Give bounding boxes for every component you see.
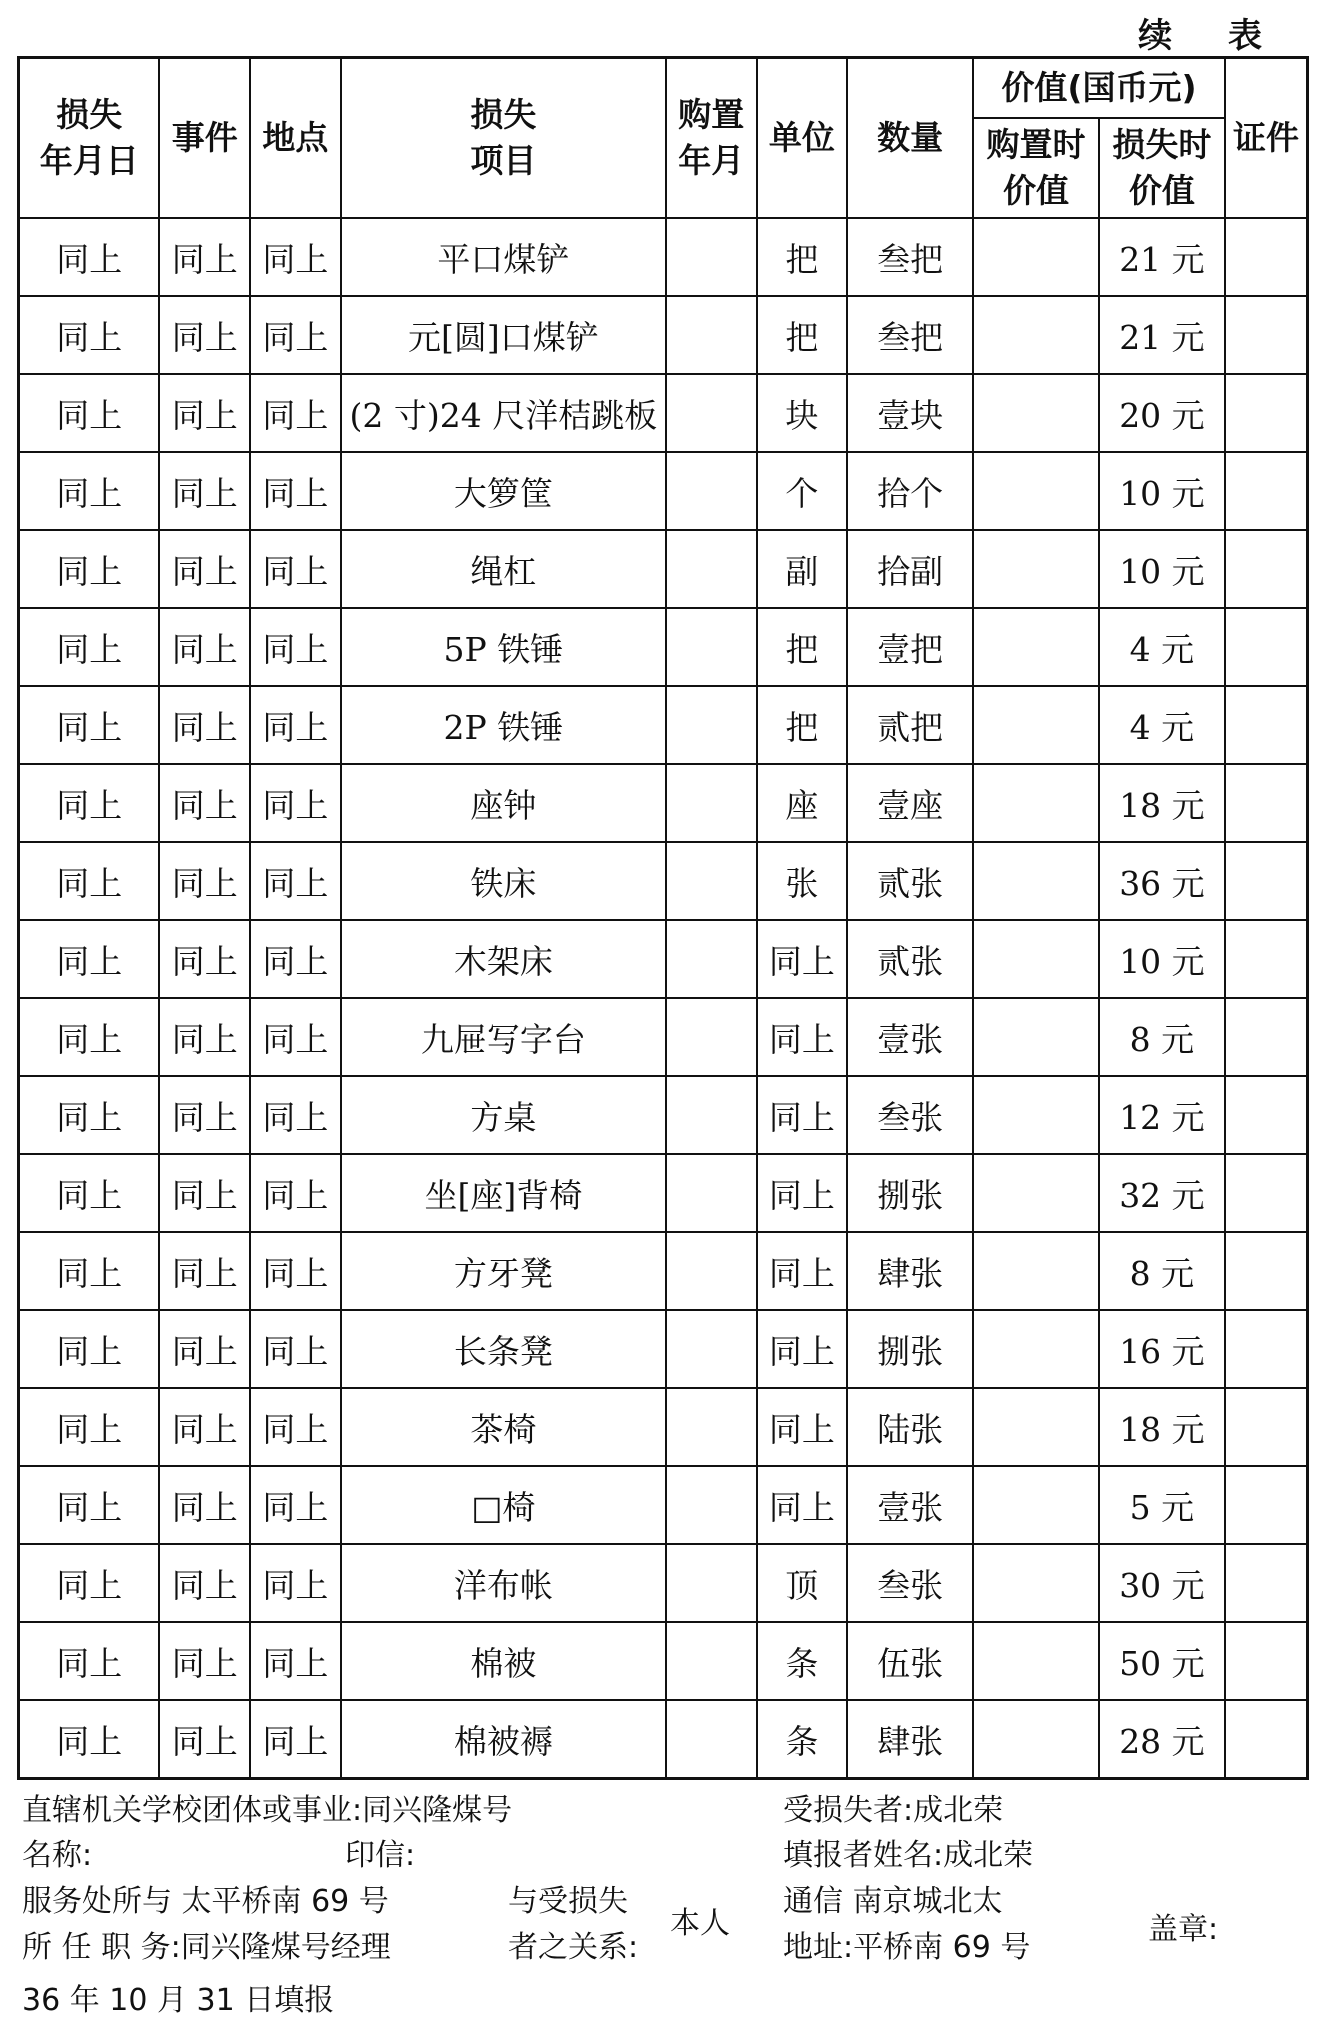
value-at-purchase-cell [973,1544,1099,1622]
certificate-cell [1225,296,1308,374]
event-cell: 同上 [159,296,250,374]
value-at-purchase-cell [973,1232,1099,1310]
value-at-purchase-cell [973,920,1099,998]
item-cell: 绳杠 [341,530,666,608]
footer-reporter: 填报者姓名:成北荣 [783,1838,1034,1873]
purchase-date-cell [666,452,757,530]
item-cell: 铁床 [341,842,666,920]
purchase-date-cell [666,1076,757,1154]
purchase-date-cell [666,1232,757,1310]
item-cell: 大箩筐 [341,452,666,530]
value-at-loss-cell: 10 元 [1099,530,1225,608]
quantity-cell: 捌张 [847,1310,973,1388]
unit-cell: 条 [757,1700,848,1779]
date-cell: 同上 [19,530,160,608]
footer-date: 36 年 10 月 31 日填报 [22,1983,335,2018]
quantity-cell: 贰张 [847,920,973,998]
event-cell: 同上 [159,218,250,296]
value-at-purchase-cell [973,1700,1099,1779]
date-cell: 同上 [19,218,160,296]
event-cell: 同上 [159,530,250,608]
certificate-cell [1225,686,1308,764]
quantity-cell: 壹把 [847,608,973,686]
certificate-cell [1225,1544,1308,1622]
table-row [19,1076,1308,1154]
table-row [19,1700,1308,1779]
unit-cell: 同上 [757,998,848,1076]
item-cell: 5P 铁锤 [341,608,666,686]
value-at-loss-cell: 21 元 [1099,296,1225,374]
unit-cell: 座 [757,764,848,842]
item-cell: □椅 [341,1466,666,1544]
header-value-at-purchase: 购置时 价值 [973,118,1099,218]
table-row [19,764,1308,842]
purchase-date-cell [666,296,757,374]
value-at-loss-cell: 18 元 [1099,1388,1225,1466]
certificate-cell [1225,920,1308,998]
footer-stamp: 盖章: [1148,1912,1219,1947]
certificate-cell [1225,608,1308,686]
unit-cell: 同上 [757,1388,848,1466]
value-at-loss-cell: 28 元 [1099,1700,1225,1779]
value-at-loss-cell: 10 元 [1099,920,1225,998]
header-loss-item: 损失 项目 [341,58,666,219]
quantity-cell: 陆张 [847,1388,973,1466]
date-cell: 同上 [19,1388,160,1466]
value-at-loss-cell: 4 元 [1099,686,1225,764]
event-cell: 同上 [159,1622,250,1700]
event-cell: 同上 [159,764,250,842]
item-cell: 平口煤铲 [341,218,666,296]
purchase-date-cell [666,1388,757,1466]
purchase-date-cell [666,686,757,764]
table-row [19,1154,1308,1232]
header-unit: 单位 [757,58,848,219]
event-cell: 同上 [159,1310,250,1388]
table-row [19,1622,1308,1700]
value-at-loss-cell: 30 元 [1099,1544,1225,1622]
date-cell: 同上 [19,998,160,1076]
table-row [19,920,1308,998]
certificate-cell [1225,1076,1308,1154]
event-cell: 同上 [159,1466,250,1544]
purchase-date-cell [666,1544,757,1622]
table-row [19,1310,1308,1388]
table-row [19,1388,1308,1466]
table-row [19,686,1308,764]
place-cell: 同上 [250,608,341,686]
event-cell: 同上 [159,1700,250,1779]
footer-org-name: 名称: [22,1838,93,1873]
event-cell: 同上 [159,920,250,998]
quantity-cell: 拾个 [847,452,973,530]
date-cell: 同上 [19,1232,160,1310]
unit-cell: 顶 [757,1544,848,1622]
table-row [19,842,1308,920]
unit-cell: 同上 [757,1076,848,1154]
quantity-cell: 肆张 [847,1232,973,1310]
place-cell: 同上 [250,1544,341,1622]
item-cell: 座钟 [341,764,666,842]
certificate-cell [1225,1232,1308,1310]
event-cell: 同上 [159,1154,250,1232]
place-cell: 同上 [250,296,341,374]
footer-address-2: 地址:平桥南 69 号 [783,1930,1031,1965]
footer-position: 所 任 职 务:同兴隆煤号经理 [22,1930,391,1965]
unit-cell: 块 [757,374,848,452]
purchase-date-cell [666,530,757,608]
purchase-date-cell [666,608,757,686]
event-cell: 同上 [159,1076,250,1154]
event-cell: 同上 [159,1388,250,1466]
quantity-cell: 叁把 [847,296,973,374]
item-cell: 方桌 [341,1076,666,1154]
place-cell: 同上 [250,1310,341,1388]
date-cell: 同上 [19,1700,160,1779]
certificate-cell [1225,452,1308,530]
unit-cell: 个 [757,452,848,530]
quantity-cell: 壹座 [847,764,973,842]
place-cell: 同上 [250,530,341,608]
place-cell: 同上 [250,452,341,530]
item-cell: 方牙凳 [341,1232,666,1310]
event-cell: 同上 [159,686,250,764]
footer-address-1: 通信 南京城北太 [783,1884,1003,1919]
date-cell: 同上 [19,374,160,452]
purchase-date-cell [666,1466,757,1544]
header-loss-date: 损失 年月日 [19,58,160,219]
certificate-cell [1225,530,1308,608]
value-at-purchase-cell [973,530,1099,608]
date-cell: 同上 [19,1310,160,1388]
quantity-cell: 贰张 [847,842,973,920]
unit-cell: 张 [757,842,848,920]
quantity-cell: 壹张 [847,998,973,1076]
purchase-date-cell [666,920,757,998]
value-at-loss-cell: 20 元 [1099,374,1225,452]
table-row [19,608,1308,686]
quantity-cell: 贰把 [847,686,973,764]
certificate-cell [1225,1154,1308,1232]
certificate-cell [1225,1388,1308,1466]
value-at-purchase-cell [973,764,1099,842]
unit-cell: 把 [757,686,848,764]
place-cell: 同上 [250,374,341,452]
value-at-purchase-cell [973,374,1099,452]
place-cell: 同上 [250,998,341,1076]
value-at-purchase-cell [973,1154,1099,1232]
header-quantity: 数量 [847,58,973,219]
value-at-loss-cell: 5 元 [1099,1466,1225,1544]
value-at-loss-cell: 21 元 [1099,218,1225,296]
date-cell: 同上 [19,1544,160,1622]
event-cell: 同上 [159,998,250,1076]
item-cell: 坐[座]背椅 [341,1154,666,1232]
quantity-cell: 壹块 [847,374,973,452]
place-cell: 同上 [250,1076,341,1154]
certificate-cell [1225,1622,1308,1700]
date-cell: 同上 [19,686,160,764]
event-cell: 同上 [159,1232,250,1310]
value-at-purchase-cell [973,686,1099,764]
quantity-cell: 捌张 [847,1154,973,1232]
date-cell: 同上 [19,608,160,686]
footer-service: 服务处所与 太平桥南 69 号 [22,1884,389,1919]
place-cell: 同上 [250,1232,341,1310]
value-at-loss-cell: 18 元 [1099,764,1225,842]
footer-org: 直辖机关学校团体或事业:同兴隆煤号 [22,1793,513,1828]
event-cell: 同上 [159,608,250,686]
value-at-loss-cell: 8 元 [1099,1232,1225,1310]
purchase-date-cell [666,374,757,452]
table-row [19,218,1308,296]
certificate-cell [1225,1466,1308,1544]
quantity-cell: 肆张 [847,1700,973,1779]
item-cell: 长条凳 [341,1310,666,1388]
date-cell: 同上 [19,1466,160,1544]
unit-cell: 条 [757,1622,848,1700]
purchase-date-cell [666,1622,757,1700]
value-at-loss-cell: 36 元 [1099,842,1225,920]
place-cell: 同上 [250,1388,341,1466]
value-at-loss-cell: 12 元 [1099,1076,1225,1154]
table-row [19,296,1308,374]
date-cell: 同上 [19,1154,160,1232]
unit-cell: 把 [757,296,848,374]
item-cell: 2P 铁锤 [341,686,666,764]
table-row [19,1544,1308,1622]
header-value-at-loss: 损失时 价值 [1099,118,1225,218]
quantity-cell: 叁张 [847,1076,973,1154]
table-row [19,452,1308,530]
place-cell: 同上 [250,218,341,296]
unit-cell: 同上 [757,1232,848,1310]
date-cell: 同上 [19,1076,160,1154]
unit-cell: 把 [757,218,848,296]
value-at-loss-cell: 8 元 [1099,998,1225,1076]
header-certificate: 证件 [1225,58,1308,219]
purchase-date-cell [666,842,757,920]
certificate-cell [1225,218,1308,296]
event-cell: 同上 [159,1544,250,1622]
unit-cell: 同上 [757,1466,848,1544]
footer-relation-value: 本人 [670,1906,730,1941]
purchase-date-cell [666,218,757,296]
purchase-date-cell [666,1310,757,1388]
date-cell: 同上 [19,1622,160,1700]
item-cell: 元[圆]口煤铲 [341,296,666,374]
item-cell: 棉被褥 [341,1700,666,1779]
value-at-loss-cell: 10 元 [1099,452,1225,530]
value-at-purchase-cell [973,1076,1099,1154]
purchase-date-cell [666,998,757,1076]
quantity-cell: 拾副 [847,530,973,608]
date-cell: 同上 [19,920,160,998]
purchase-date-cell [666,1154,757,1232]
date-cell: 同上 [19,764,160,842]
value-at-purchase-cell [973,998,1099,1076]
quantity-cell: 伍张 [847,1622,973,1700]
unit-cell: 副 [757,530,848,608]
item-cell: 九屉写字台 [341,998,666,1076]
value-at-purchase-cell [973,1622,1099,1700]
event-cell: 同上 [159,374,250,452]
certificate-cell [1225,842,1308,920]
place-cell: 同上 [250,1466,341,1544]
value-at-purchase-cell [973,608,1099,686]
continued-label: 续 表 [1138,16,1284,56]
item-cell: 棉被 [341,1622,666,1700]
loss-report-table [17,56,1309,1780]
table-row [19,998,1308,1076]
item-cell: 木架床 [341,920,666,998]
item-cell: 洋布帐 [341,1544,666,1622]
place-cell: 同上 [250,1622,341,1700]
footer-victim: 受损失者:成北荣 [783,1793,1004,1828]
value-at-purchase-cell [973,218,1099,296]
table-row [19,374,1308,452]
unit-cell: 同上 [757,1154,848,1232]
place-cell: 同上 [250,1700,341,1779]
header-purchase-date: 购置 年月 [666,58,757,219]
date-cell: 同上 [19,842,160,920]
certificate-cell [1225,998,1308,1076]
date-cell: 同上 [19,296,160,374]
footer-seal: 印信: [345,1838,416,1873]
quantity-cell: 壹张 [847,1466,973,1544]
value-at-purchase-cell [973,296,1099,374]
value-at-loss-cell: 50 元 [1099,1622,1225,1700]
place-cell: 同上 [250,920,341,998]
value-at-purchase-cell [973,1466,1099,1544]
header-event: 事件 [159,58,250,219]
place-cell: 同上 [250,842,341,920]
quantity-cell: 叁张 [847,1544,973,1622]
unit-cell: 同上 [757,920,848,998]
unit-cell: 把 [757,608,848,686]
unit-cell: 同上 [757,1310,848,1388]
value-at-purchase-cell [973,842,1099,920]
place-cell: 同上 [250,764,341,842]
value-at-purchase-cell [973,1388,1099,1466]
footer-relation-label-2: 者之关系: [508,1930,639,1965]
item-cell: (2 寸)24 尺洋桔跳板 [341,374,666,452]
header-place: 地点 [250,58,341,219]
date-cell: 同上 [19,452,160,530]
footer-relation-label-1: 与受损失 [508,1884,628,1919]
place-cell: 同上 [250,686,341,764]
table-row [19,1466,1308,1544]
certificate-cell [1225,374,1308,452]
purchase-date-cell [666,1700,757,1779]
value-at-loss-cell: 32 元 [1099,1154,1225,1232]
purchase-date-cell [666,764,757,842]
event-cell: 同上 [159,452,250,530]
event-cell: 同上 [159,842,250,920]
value-at-loss-cell: 16 元 [1099,1310,1225,1388]
certificate-cell [1225,1310,1308,1388]
place-cell: 同上 [250,1154,341,1232]
value-at-purchase-cell [973,452,1099,530]
value-at-loss-cell: 4 元 [1099,608,1225,686]
header-value-group: 价值(国币元) [973,58,1225,119]
certificate-cell [1225,1700,1308,1779]
value-at-purchase-cell [973,1310,1099,1388]
quantity-cell: 叁把 [847,218,973,296]
item-cell: 茶椅 [341,1388,666,1466]
certificate-cell [1225,764,1308,842]
table-row [19,1232,1308,1310]
table-row [19,530,1308,608]
